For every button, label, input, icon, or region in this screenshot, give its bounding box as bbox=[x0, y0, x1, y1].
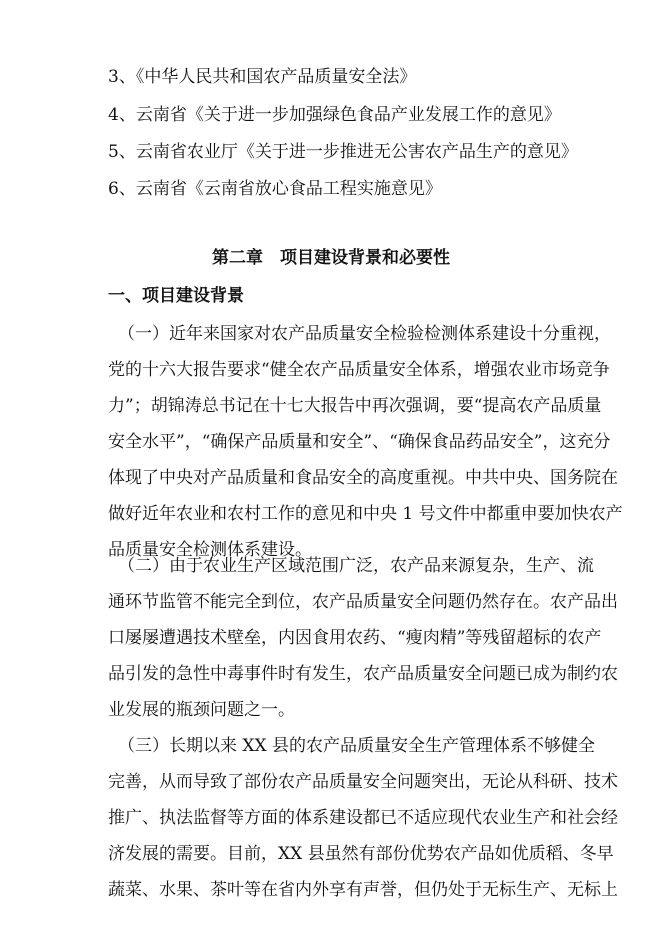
paragraph-line: 通环节监管不能完全到位，农产品质量安全问题仍然存在。农产品出 bbox=[108, 592, 618, 612]
paragraph-line: 业发展的瓶颈问题之一。 bbox=[108, 700, 295, 720]
paragraph-line: 蔬菜、水果、茶叶等在省内外享有声誉，但仍处于无标生产、无标上 bbox=[108, 880, 618, 900]
reference-item: 5、云南省农业厅《关于进一步推进无公害农产品生产的意见》 bbox=[108, 142, 578, 162]
paragraph-line: 完善，从而导致了部份农产品质量安全问题突出，无论从科研、技术 bbox=[108, 772, 618, 792]
paragraph-line: 体现了中央对产品质量和食品安全的高度重视。中共中央、国务院在 bbox=[108, 468, 618, 488]
paragraph-1 bbox=[108, 316, 623, 568]
paragraph-line: 品引发的急性中毒事件时有发生，农产品质量安全问题已成为制约农 bbox=[108, 664, 618, 684]
paragraph-line: 口屡屡遭遇技术壁垒，内因食用农药、“瘦肉精”等残留超标的农产 bbox=[108, 628, 602, 648]
paragraph-line: 党的十六大报告要求“健全农产品质量安全体系，增强农业市场竞争 bbox=[108, 360, 610, 380]
paragraph-line: 推广、执法监督等方面的体系建设都已不适应现代农业生产和社会经 bbox=[108, 808, 618, 828]
paragraph-line: 做好近年农业和农村工作的意见和中央 1 号文件中都重申要加快农产 bbox=[108, 504, 623, 524]
reference-item: 3、《中华人民共和国农产品质量安全法》 bbox=[108, 67, 417, 87]
paragraph-line: 力”；胡锦涛总书记在十七大报告中再次强调，要“提高农产品质量 bbox=[108, 396, 602, 416]
paragraph-line: 安全水平”，“确保产品质量和安全”、“确保食品药品安全”，这充分 bbox=[108, 432, 611, 452]
reference-item: 4、云南省《关于进一步加强绿色食品产业发展工作的意见》 bbox=[108, 105, 561, 125]
section-title: 一、项目建设背景 bbox=[108, 286, 244, 306]
paragraph-line: （二）由于农业生产区域范围广泛，农产品来源复杂，生产、流 bbox=[118, 556, 594, 576]
paragraph-line: 品质量安全检测体系建设。 bbox=[108, 540, 312, 560]
paragraph-3 bbox=[108, 728, 618, 908]
paragraph-line: （一）近年来国家对农产品质量安全检验检测体系建设十分重视， bbox=[118, 324, 611, 344]
paragraph-2 bbox=[108, 548, 618, 728]
paragraph-line: 济发展的需要。目前，XX 县虽然有部份优势农产品如优质稻、冬早 bbox=[108, 844, 614, 864]
paragraph-line: （三）长期以来 XX 县的农产品质量安全生产管理体系不够健全 bbox=[118, 736, 596, 756]
chapter-title: 第二章 项目建设背景和必要性 bbox=[212, 248, 450, 268]
reference-item: 6、云南省《云南省放心食品工程实施意见》 bbox=[108, 179, 442, 199]
